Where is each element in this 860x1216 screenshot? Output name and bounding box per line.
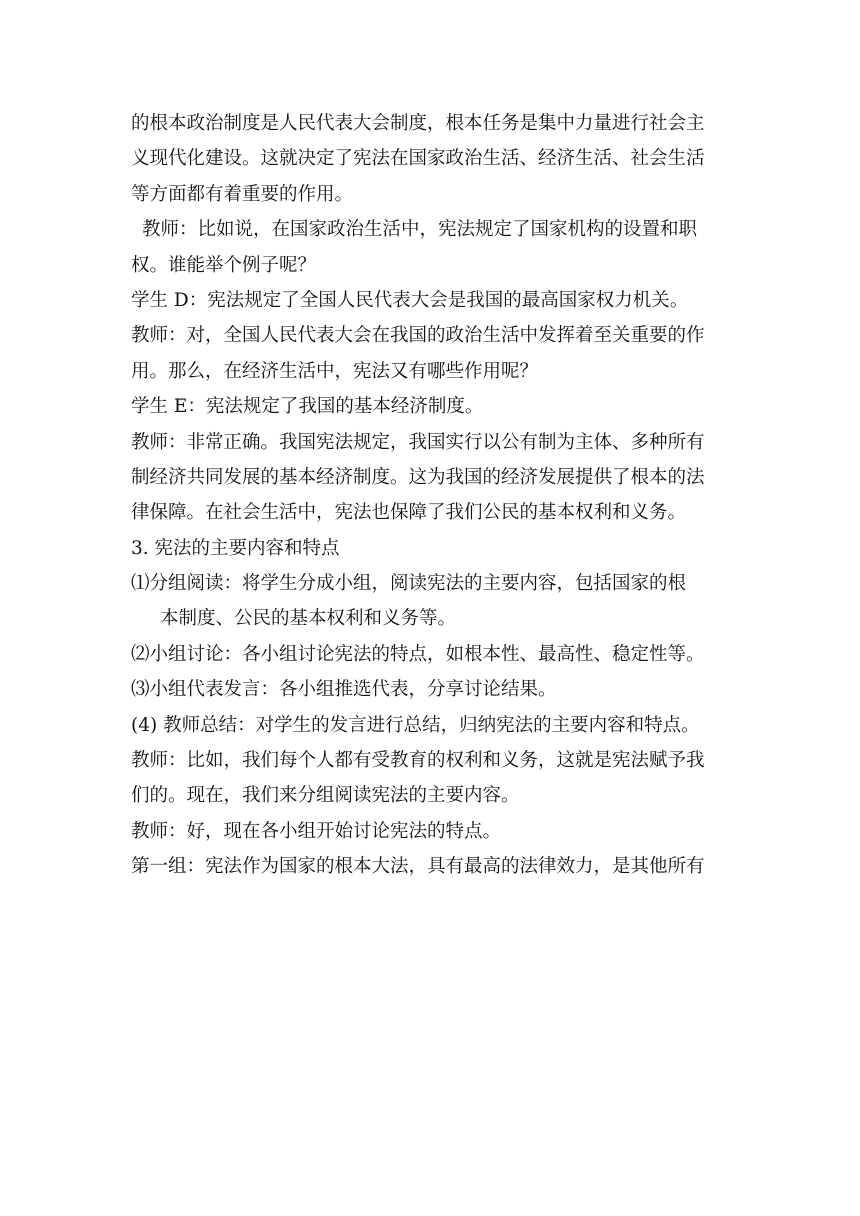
text-line: 教师：对，全国人民代表大会在我国的政治生活中发挥着至关重要的作 xyxy=(131,325,705,347)
list-item: ⑶小组代表发言：各小组推选代表，分享讨论结果。 xyxy=(131,679,557,701)
list-item-continuation: 本制度、公民的基本权利和义务等。 xyxy=(160,608,457,630)
text-line: 用。那么，在经济生活中，宪法又有哪些作用呢？ xyxy=(131,360,539,382)
text-line: 第一组：宪法作为国家的根本大法，具有最高的法律效力，是其他所有 xyxy=(131,856,705,878)
document-body xyxy=(131,106,731,885)
list-item: (4) 教师总结：对学生的发言进行总结，归纳宪法的主要内容和特点。 xyxy=(131,714,700,736)
text-line: 教师：比如，我们每个人都有受教育的权利和义务，这就是宪法赋予我 xyxy=(131,750,705,772)
text-line: 学生 D：宪法规定了全国人民代表大会是我国的最高国家权力机关。 xyxy=(131,289,689,311)
text-line: 等方面都有着重要的作用。 xyxy=(131,183,354,205)
text-line: 的根本政治制度是人民代表大会制度，根本任务是集中力量进行社会主 xyxy=(131,113,705,134)
text-line: 们的。现在，我们来分组阅读宪法的主要内容。 xyxy=(131,785,520,807)
section-heading: 3. 宪法的主要内容和特点 xyxy=(131,537,340,559)
text-line: 权。谁能举个例子呢？ xyxy=(131,254,317,276)
text-line: 教师：非常正确。我国宪法规定，我国实行以公有制为主体、多种所有 xyxy=(131,431,705,453)
text-line: 制经济共同发展的基本经济制度。这为我国的经济发展提供了根本的法 xyxy=(131,466,705,488)
text-line: 教师：好，现在各小组开始讨论宪法的特点。 xyxy=(131,820,502,842)
text-line: 律保障。在社会生活中，宪法也保障了我们公民的基本权利和义务。 xyxy=(131,502,687,524)
list-item: ⑵小组讨论：各小组讨论宪法的特点，如根本性、最高性、稳定性等。 xyxy=(131,643,705,665)
text-line: 义现代化建设。这就决定了宪法在国家政治生活、经济生活、社会生活 xyxy=(131,148,705,170)
text-line: 学生 E：宪法规定了我国的基本经济制度。 xyxy=(131,396,484,418)
list-item: ⑴分组阅读：将学生分成小组，阅读宪法的主要内容，包括国家的根 xyxy=(131,573,687,595)
text-line: 教师：比如说，在国家政治生活中，宪法规定了国家机构的设置和职 xyxy=(142,219,698,241)
